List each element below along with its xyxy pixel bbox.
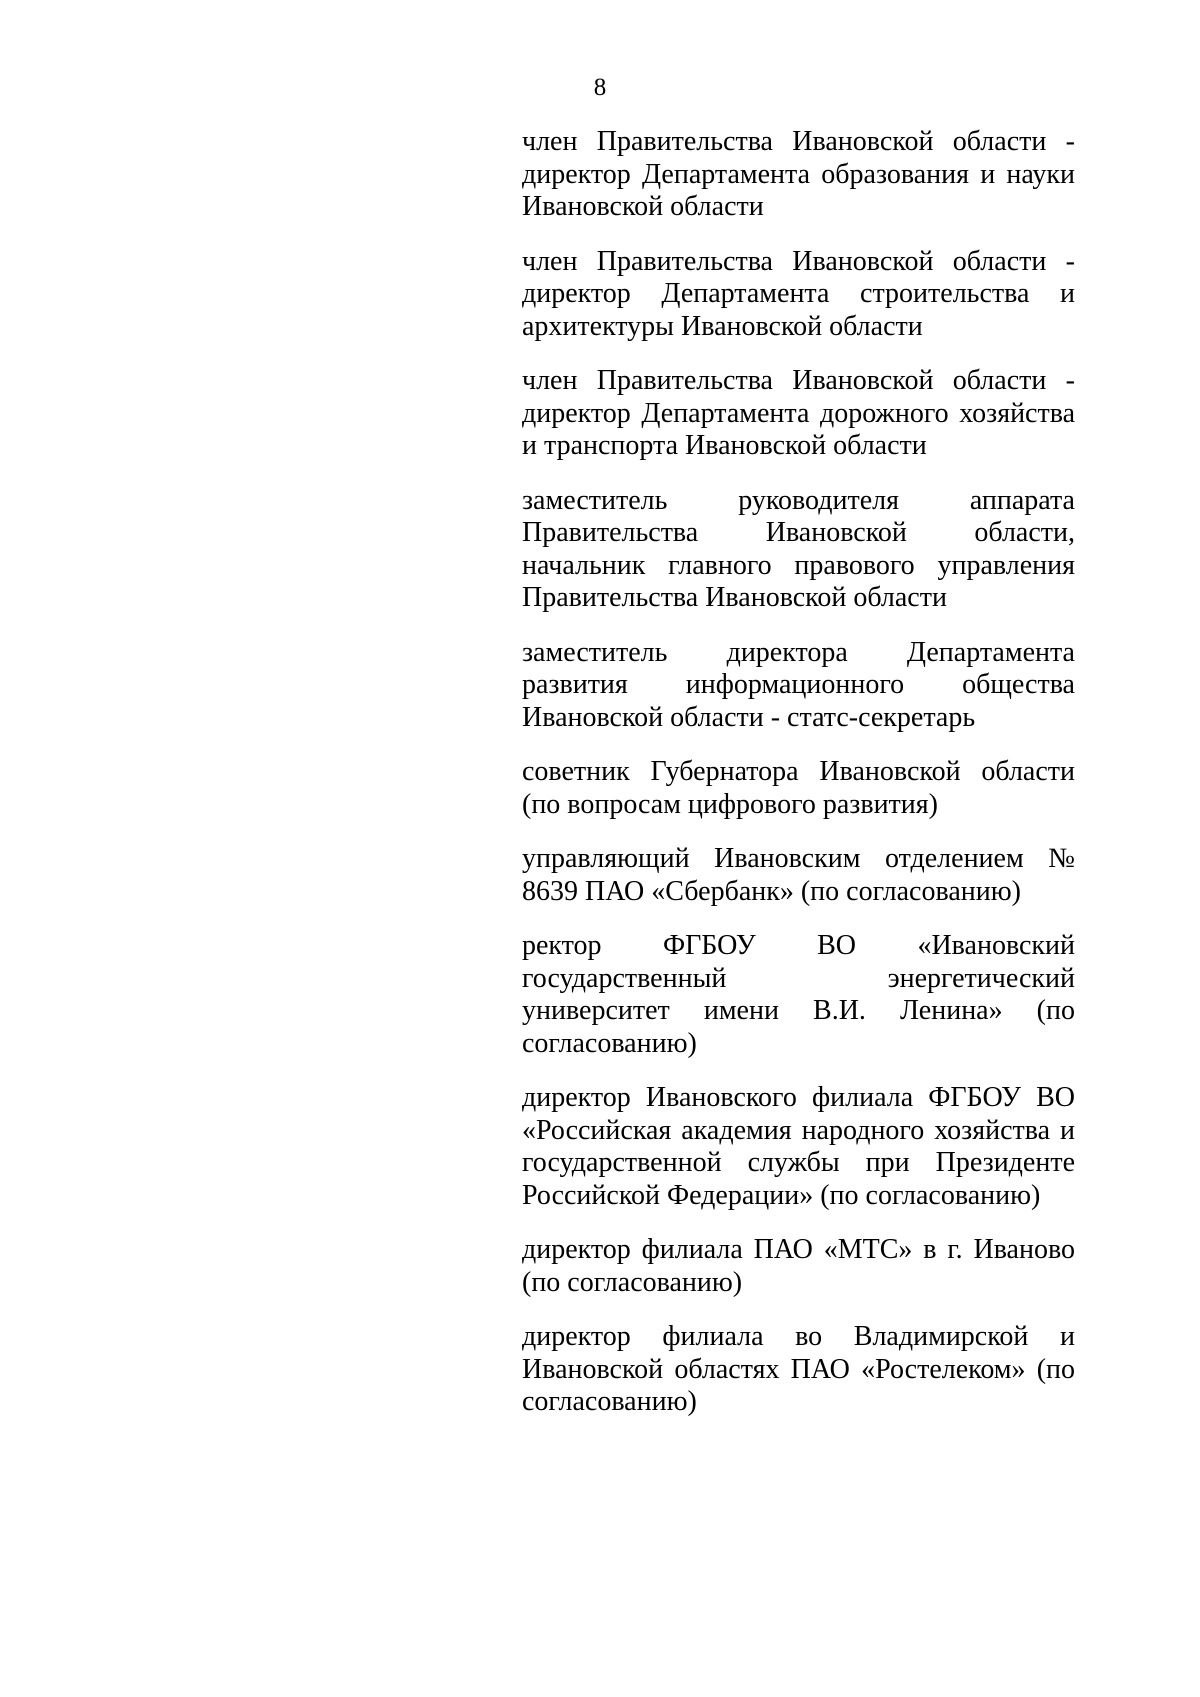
member-position: директор Ивановского филиала ФГБОУ ВО «Российская академия народного хозяйства и государственной службы при Президенте Российской Федерации» (по согласованию) bbox=[522, 1082, 1075, 1211]
member-list bbox=[522, 126, 1075, 1441]
member-position: советник Губернатора Ивановской области (по вопросам цифрового развития) bbox=[522, 756, 1075, 820]
member-position: заместитель руководителя аппарата Правительства Ивановской области, начальник главного правового управления Правительства Ивановской области bbox=[522, 484, 1075, 613]
member-position: заместитель директора Департамента развития информационного общества Ивановской области - статс-секретарь bbox=[522, 636, 1075, 733]
member-position: директор филиала во Владимирской и Ивановской областях ПАО «Ростелеком» (по согласованию) bbox=[522, 1321, 1075, 1417]
member-position: управляющий Ивановским отделением № 8639 ПАО «Сбербанк» (по согласованию) bbox=[522, 843, 1075, 907]
member-position: директор филиала ПАО «МТС» в г. Иваново (по согласованию) bbox=[522, 1234, 1075, 1298]
member-position: ректор ФГБОУ ВО «Ивановский государственный энергетический университет имени В.И. Ленина» (по согласованию) bbox=[522, 930, 1075, 1059]
page-number: 8 bbox=[593, 74, 607, 101]
member-position: член Правительства Ивановской области - директор Департамента дорожного хозяйства и транспорта Ивановской области bbox=[522, 365, 1075, 461]
member-position: член Правительства Ивановской области - директор Департамента образования и науки Ивановской области bbox=[522, 126, 1075, 222]
member-position: член Правительства Ивановской области - директор Департамента строительства и архитектуры Ивановской области bbox=[522, 245, 1075, 342]
